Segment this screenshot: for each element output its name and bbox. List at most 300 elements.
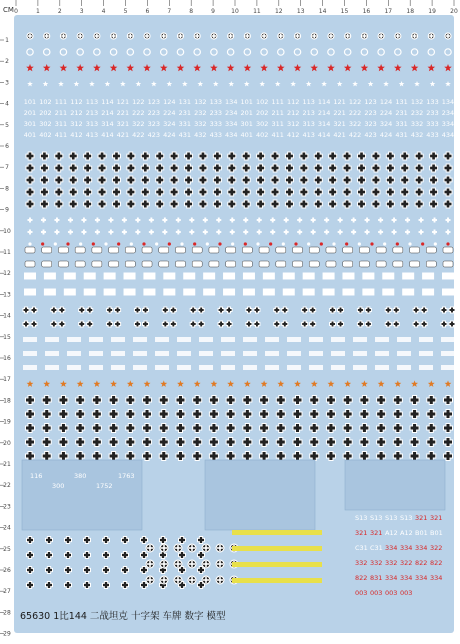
plate-icon: [265, 337, 279, 342]
ruler-label: 13: [3, 291, 11, 299]
tank-number: 212: [70, 109, 83, 117]
tank-number: 431: [178, 131, 192, 139]
roundel-cross-icon: [244, 32, 251, 39]
roundel-cross-icon: [188, 544, 197, 553]
plate-icon: [419, 351, 433, 356]
tank-number: 224: [163, 109, 176, 117]
plate-icon: [203, 289, 215, 296]
plate-icon: [263, 273, 275, 280]
ruler-label: 23: [3, 503, 11, 511]
block-label: 334: [385, 574, 398, 582]
block-label: 380: [74, 472, 87, 480]
ruler-label: 16: [362, 8, 371, 15]
ruler-label: 4: [101, 8, 106, 15]
tank-number: 314: [317, 120, 331, 128]
dot-marker: [130, 242, 133, 245]
badge-icon: [359, 247, 369, 253]
roundel-cross-icon: [177, 32, 184, 39]
tank-number: 113: [85, 98, 99, 106]
plate-icon: [442, 289, 454, 296]
badge-icon: [426, 247, 436, 253]
roundel-cross-icon: [127, 32, 134, 39]
roundel-cross-icon: [277, 32, 284, 39]
badge-icon: [92, 247, 102, 253]
tank-number: 111: [271, 98, 284, 106]
ruler-label: 5: [123, 8, 128, 15]
tank-number: 112: [286, 98, 300, 106]
tank-number: 301: [240, 120, 253, 128]
plate-icon: [111, 365, 125, 370]
roundel-cross-icon: [174, 560, 183, 569]
tank-number: 413: [85, 131, 99, 139]
tank-number: 124: [163, 98, 176, 106]
block-label: 321: [430, 514, 443, 522]
tank-number: 121: [333, 98, 346, 106]
plate-icon: [203, 273, 215, 280]
plate-icon: [362, 273, 374, 280]
tank-number: 233: [426, 109, 439, 117]
plate-icon: [104, 273, 116, 280]
tank-number: 302: [256, 120, 269, 128]
plate-icon: [283, 273, 295, 280]
roundel-cross-icon: [444, 32, 451, 39]
roundel-cross-icon: [227, 32, 234, 39]
roundel-cross-icon: [194, 32, 201, 39]
badge-icon: [75, 247, 85, 253]
tank-number: 324: [379, 120, 393, 128]
tank-number: 131: [178, 98, 192, 106]
yellow-strip: [232, 530, 322, 535]
plate-icon: [265, 365, 279, 370]
plate-icon: [287, 337, 301, 342]
badge-icon: [376, 261, 386, 267]
plate-icon: [177, 365, 191, 370]
tank-number: 321: [333, 120, 346, 128]
roundel-cross-icon: [174, 576, 183, 585]
plate-icon: [323, 289, 335, 296]
badge-icon: [326, 261, 336, 267]
plate-icon: [177, 351, 191, 356]
badge-icon: [226, 261, 236, 267]
tank-number: 311: [54, 120, 68, 128]
ruler-label: 1: [35, 8, 40, 15]
plate-icon: [84, 273, 96, 280]
ruler-label: 28: [3, 609, 11, 617]
tank-number: 321: [116, 120, 130, 128]
block-label: A12: [400, 529, 413, 537]
plate-icon: [397, 365, 411, 370]
badge-icon: [242, 261, 252, 267]
ruler-label: 8: [5, 185, 9, 193]
badge-icon: [293, 261, 303, 267]
plate-icon: [309, 351, 323, 356]
tank-number: 433: [209, 131, 222, 139]
plate-icon: [84, 289, 96, 296]
tank-number: 431: [395, 131, 408, 139]
badge-icon: [159, 261, 169, 267]
tank-number: 122: [132, 98, 145, 106]
tank-number: 233: [209, 109, 222, 117]
ruler-label: 13: [296, 8, 305, 15]
ruler-label: 9: [5, 206, 9, 214]
roundel-cross-icon: [77, 32, 84, 39]
dot-marker: [345, 242, 348, 245]
block-label: 1763: [118, 472, 135, 480]
tank-number: 101: [240, 98, 253, 106]
ruler-label: 1: [5, 37, 9, 44]
tank-number: 123: [364, 98, 377, 106]
badge-icon: [410, 247, 420, 253]
block-label: 334: [415, 544, 428, 552]
badge-icon: [259, 261, 269, 267]
roundel-cross-icon: [394, 32, 401, 39]
dot-marker: [434, 242, 437, 245]
tank-number: 211: [271, 109, 284, 117]
block-label: S13: [385, 514, 398, 522]
block-label: 831: [370, 574, 383, 582]
badge-icon: [58, 247, 68, 253]
plate-icon: [23, 365, 37, 370]
ruler-label: 11: [253, 8, 261, 15]
tank-number: 231: [178, 109, 192, 117]
roundel-cross-icon: [216, 544, 225, 553]
tank-number: 421: [116, 131, 130, 139]
block-label: 332: [370, 559, 383, 567]
block-label: 822: [415, 559, 428, 567]
plate-icon: [442, 273, 454, 280]
tank-number: 114: [101, 98, 114, 106]
tank-number: 302: [39, 120, 52, 128]
roundel-cross-icon: [26, 32, 33, 39]
block-label: 334: [400, 544, 413, 552]
plate-icon: [331, 365, 345, 370]
badge-icon: [376, 247, 386, 253]
plate-icon: [223, 273, 235, 280]
plate-icon: [243, 337, 257, 342]
roundel-cross-icon: [202, 560, 211, 569]
plate-icon: [342, 273, 354, 280]
roundel-cross-icon: [188, 560, 197, 569]
roundel-cross-icon: [327, 32, 334, 39]
roundel-cross-icon: [411, 32, 418, 39]
block-label: 116: [30, 472, 43, 480]
roundel-cross-icon: [210, 32, 217, 39]
ruler-label: 11: [3, 249, 11, 256]
tank-number: 132: [410, 98, 424, 106]
block-label: C31: [370, 544, 383, 552]
plate-icon: [67, 365, 81, 370]
tank-number: 134: [225, 98, 238, 106]
plate-icon: [44, 289, 56, 296]
plate-icon: [23, 351, 37, 356]
ruler-label: 15: [3, 333, 11, 341]
plate-icon: [303, 289, 315, 296]
plate-icon: [45, 365, 59, 370]
tank-number: 432: [410, 131, 424, 139]
tank-number: 313: [85, 120, 99, 128]
plate-icon: [397, 337, 411, 342]
plate-icon: [124, 289, 136, 296]
ruler-label: 7: [167, 8, 172, 15]
plate-icon: [441, 351, 455, 356]
roundel-cross-icon: [344, 32, 351, 39]
tank-number: 102: [256, 98, 269, 106]
plate-icon: [133, 337, 147, 342]
plate-icon: [177, 337, 191, 342]
dot-marker: [206, 242, 209, 245]
dot-marker: [193, 242, 196, 245]
plate-icon: [382, 289, 394, 296]
plate-icon: [283, 289, 295, 296]
plate-icon: [375, 337, 389, 342]
plate-icon: [362, 289, 374, 296]
tank-number: 134: [441, 98, 455, 106]
badge-icon: [192, 261, 202, 267]
ruler-label: 7: [5, 164, 9, 172]
badge-icon: [125, 247, 135, 253]
dot-marker: [282, 242, 285, 245]
tank-number: 413: [302, 131, 315, 139]
ruler-label: 3: [5, 79, 9, 87]
ruler-label: 19: [428, 8, 436, 15]
tank-number: 232: [194, 109, 207, 117]
tank-number: 312: [70, 120, 83, 128]
tank-number: 101: [23, 98, 37, 106]
block-label: B01: [415, 529, 428, 537]
plate-icon: [223, 289, 235, 296]
plate-icon: [155, 337, 169, 342]
block-label: 321: [355, 529, 368, 537]
ruler-label: 6: [145, 8, 150, 15]
plate-icon: [89, 337, 103, 342]
dot-marker: [408, 242, 411, 245]
block-label: A12: [385, 529, 398, 537]
roundel-cross-icon: [110, 32, 117, 39]
tank-number: 222: [132, 109, 145, 117]
ruler-label: 10: [231, 8, 239, 15]
block-label: 334: [385, 544, 398, 552]
decal-block-mid: [205, 460, 315, 530]
badge-icon: [226, 247, 236, 253]
tank-number: 112: [70, 98, 83, 106]
plate-icon: [375, 351, 389, 356]
tank-number: 231: [395, 109, 408, 117]
plate-icon: [441, 365, 455, 370]
plate-icon: [23, 337, 37, 342]
badge-icon: [159, 247, 169, 253]
block-label: S13: [400, 514, 413, 522]
plate-icon: [375, 365, 389, 370]
plate-icon: [143, 273, 155, 280]
tank-number: 323: [147, 120, 161, 128]
dot-marker: [231, 242, 234, 245]
plate-icon: [64, 289, 76, 296]
tank-number: 422: [132, 131, 145, 139]
block-label: 334: [400, 574, 413, 582]
block-label: 300: [52, 482, 65, 490]
plate-icon: [397, 351, 411, 356]
ruler-label: 21: [3, 461, 11, 468]
tank-number: 313: [302, 120, 315, 128]
tank-number: 414: [101, 131, 114, 139]
plate-icon: [243, 273, 255, 280]
dot-marker: [244, 242, 247, 245]
block-label: 332: [385, 559, 398, 567]
ruler-label: 17: [3, 376, 11, 384]
ruler-label: 12: [3, 270, 11, 278]
block-label: 822: [430, 559, 443, 567]
badge-icon: [443, 261, 453, 267]
block-label: S13: [370, 514, 383, 522]
block-label: 003: [400, 589, 413, 597]
dot-marker: [294, 242, 297, 245]
plate-icon: [422, 273, 434, 280]
dot-marker: [256, 242, 259, 245]
tank-number: 123: [147, 98, 161, 106]
roundel-cross-icon: [294, 32, 301, 39]
tank-number: 212: [286, 109, 300, 117]
tank-number: 131: [395, 98, 408, 106]
block-label: 334: [415, 574, 428, 582]
dot-marker: [421, 242, 424, 245]
tank-number: 421: [333, 131, 346, 139]
tank-number: 223: [364, 109, 377, 117]
badge-icon: [142, 247, 152, 253]
tank-number: 222: [348, 109, 362, 117]
tank-number: 414: [317, 131, 331, 139]
plate-icon: [89, 365, 103, 370]
tank-number: 311: [271, 120, 284, 128]
dot-marker: [41, 242, 44, 245]
tank-number: 411: [54, 131, 68, 139]
tank-number: 122: [348, 98, 362, 106]
ruler-label: 27: [3, 588, 11, 596]
ruler-label: 4: [5, 100, 9, 108]
ruler-label: 14: [3, 312, 11, 320]
dot-marker: [92, 242, 95, 245]
plate-icon: [441, 337, 455, 342]
badge-icon: [276, 261, 286, 267]
tank-number: 412: [286, 131, 300, 139]
ruler-label: 20: [3, 439, 11, 447]
block-label: 321: [370, 529, 383, 537]
plate-icon: [24, 289, 36, 296]
ruler-label: 3: [79, 8, 84, 15]
badge-icon: [410, 261, 420, 267]
plate-icon: [64, 273, 76, 280]
plate-icon: [243, 289, 255, 296]
ruler-label: 17: [384, 8, 393, 15]
roundel-cross-icon: [146, 576, 155, 585]
plate-icon: [309, 365, 323, 370]
plate-icon: [331, 337, 345, 342]
roundel-cross-icon: [146, 560, 155, 569]
tank-number: 121: [116, 98, 130, 106]
ruler-label: 26: [3, 567, 11, 574]
plate-icon: [419, 365, 433, 370]
roundel-cross-icon: [143, 32, 150, 39]
badge-icon: [58, 261, 68, 267]
badge-icon: [359, 261, 369, 267]
plate-icon: [133, 351, 147, 356]
badge-icon: [175, 261, 185, 267]
block-label: 003: [355, 589, 368, 597]
dot-marker: [320, 242, 323, 245]
ruler-label: 24: [3, 524, 11, 532]
plate-icon: [45, 337, 59, 342]
tank-number: 201: [23, 109, 37, 117]
plate-icon: [155, 365, 169, 370]
tank-number: 422: [348, 131, 362, 139]
plate-icon: [24, 273, 36, 280]
decal-block-right: [345, 460, 445, 510]
badge-icon: [175, 247, 185, 253]
tank-number: 331: [178, 120, 192, 128]
roundel-cross-icon: [160, 560, 169, 569]
plate-icon: [124, 273, 136, 280]
tank-number: 411: [271, 131, 284, 139]
plate-icon: [353, 337, 367, 342]
plate-icon: [402, 289, 414, 296]
tank-number: 424: [379, 131, 393, 139]
dot-marker: [104, 242, 107, 245]
ruler-label: 25: [3, 545, 11, 553]
badge-icon: [393, 261, 403, 267]
roundel-cross-icon: [202, 576, 211, 585]
ruler-label: 18: [406, 8, 415, 15]
tank-number: 334: [225, 120, 238, 128]
badge-icon: [109, 261, 119, 267]
plate-icon: [163, 273, 175, 280]
tank-number: 333: [209, 120, 222, 128]
plate-icon: [111, 337, 125, 342]
ruler-label: 9: [211, 8, 216, 15]
plate-icon: [243, 365, 257, 370]
plate-icon: [287, 365, 301, 370]
roundel-cross-icon: [428, 32, 435, 39]
badge-icon: [259, 247, 269, 253]
plate-icon: [419, 337, 433, 342]
plate-icon: [104, 289, 116, 296]
badge-icon: [142, 261, 152, 267]
plate-icon: [143, 289, 155, 296]
ruler-label: 16: [3, 355, 11, 362]
tank-number: 234: [225, 109, 238, 117]
yellow-strip: [232, 546, 322, 551]
tank-number: 221: [333, 109, 346, 117]
tank-number: 434: [225, 131, 238, 139]
plate-icon: [422, 289, 434, 296]
dot-marker: [66, 242, 69, 245]
block-label: 334: [430, 574, 443, 582]
yellow-strip: [232, 578, 322, 583]
roundel-cross-icon: [216, 576, 225, 585]
roundel-cross-icon: [216, 560, 225, 569]
dot-marker: [446, 242, 449, 245]
roundel-cross-icon: [43, 32, 50, 39]
roundel-cross-icon: [174, 544, 183, 553]
tank-number: 133: [209, 98, 222, 106]
dot-marker: [269, 242, 272, 245]
plate-icon: [199, 365, 213, 370]
roundel-cross-icon: [361, 32, 368, 39]
tank-number: 423: [364, 131, 377, 139]
tank-number: 224: [379, 109, 393, 117]
badge-icon: [25, 247, 35, 253]
ruler-label: 0: [14, 8, 18, 15]
tank-number: 202: [39, 109, 52, 117]
sheet-caption: 65630 1比144 二战坦克 十字架 车牌 数字 模型: [20, 611, 226, 622]
